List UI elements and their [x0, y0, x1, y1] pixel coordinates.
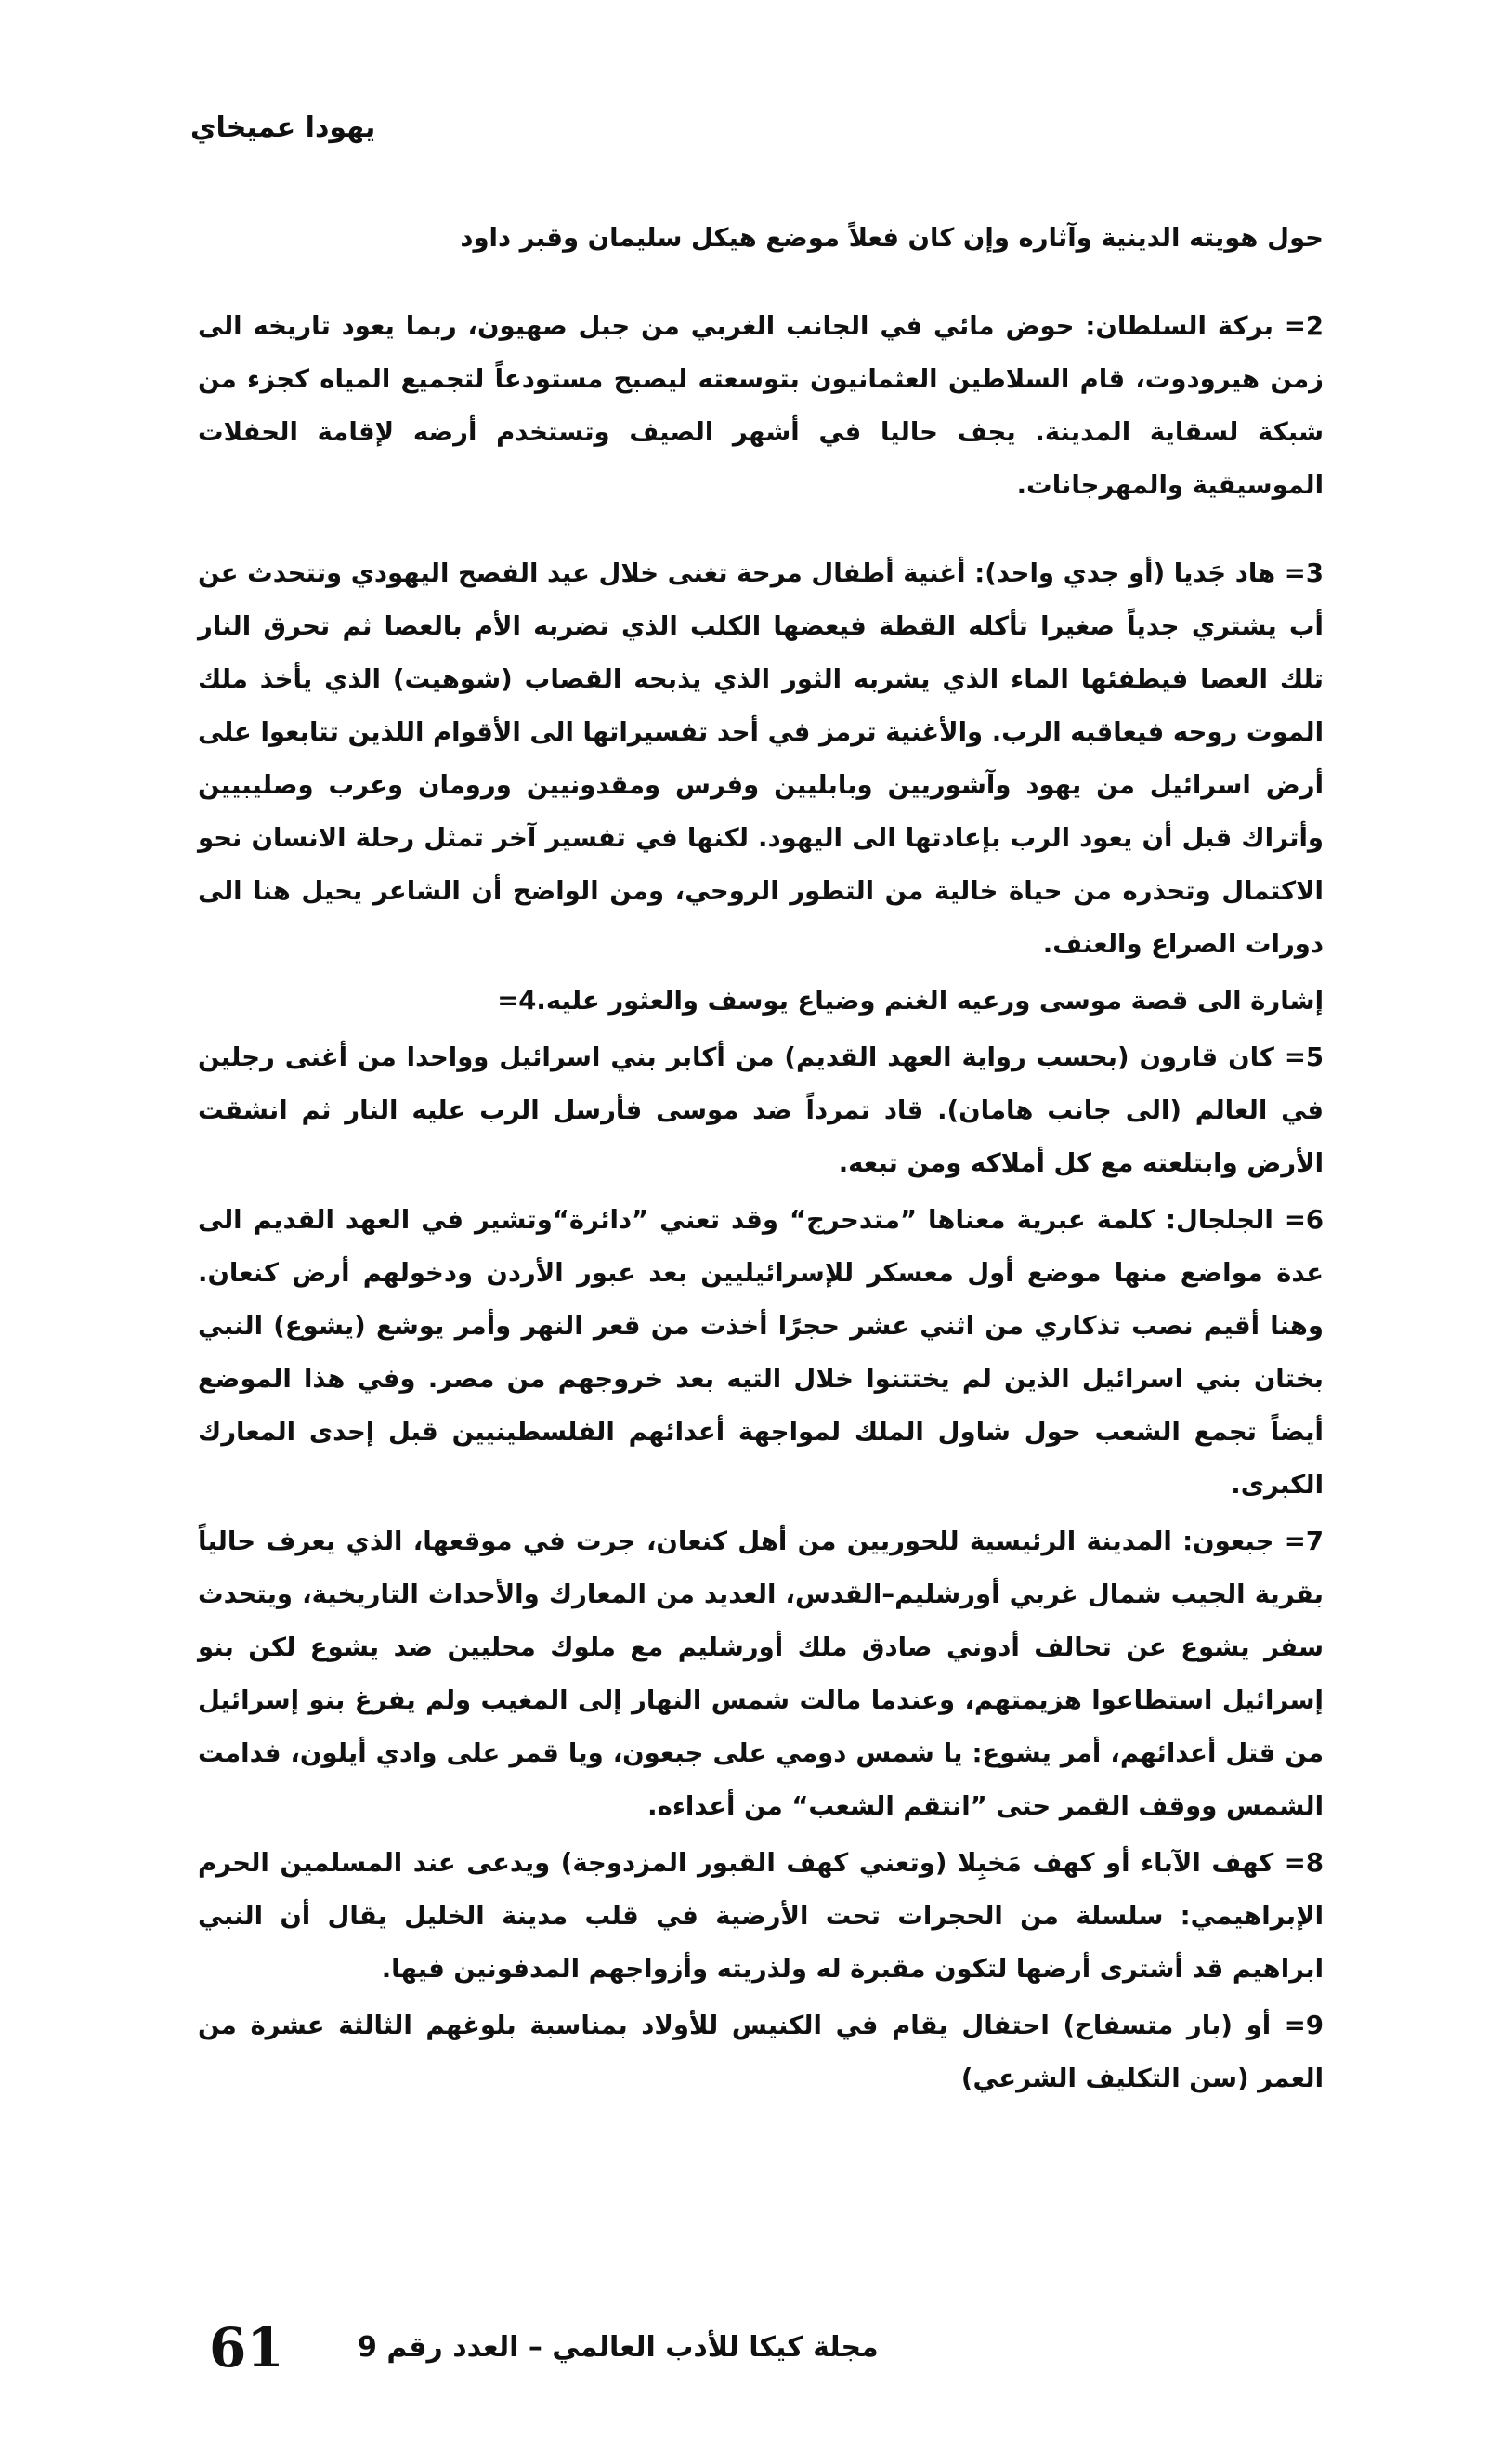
running-head-author: يهودا عميخاي	[190, 111, 376, 144]
note-7-gibeon: 7= جبعون: المدينة الرئيسية للحوريين من أهل كنعان، جرت في موقعها، الذي يعرف حالياً بقرية الجيب شمال غربي أورشليم–القدس، العديد من المعارك والأحداث التاريخية، ويتحدث سفر يشوع عن تحالف أدوني صادق ملك أورشليم مع ملوك محليين ضد يشوع لكن بنو إسرائيل استطاعوا هزيمتهم، وعندما مالت شمس النهار إلى المغيب ولم يفرغ بنو إسرائيل من قتل أعدائهم، أمر يشوع: يا شمس دومي على جبعون، ويا قمر على وادي أيلون، فدامت الشمس ووقف القمر حتى ”انتقم الشعب“ من أعداءه.	[198, 1527, 1324, 1821]
note-4-moses: إشارة الى قصة موسى ورعيه الغنم وضياع يوسف والعثور عليه.4=	[497, 986, 1324, 1016]
note-8-cave-of-patriarchs: 8= كهف الآباء أو كهف مَخبِلا (وتعني كهف القبور المزدوجة) ويدعى عند المسلمين الحرم الإبراهيمي: سلسلة من الحجرات تحت الأرضية في قلب مدينة الخليل يقال أن النبي ابراهيم قد أشترى أرضها لتكون مقبرة له ولذريته وأزواجهم المدفونين فيها.	[198, 1848, 1324, 1984]
note-continuation: حول هويته الدينية وآثاره وإن كان فعلاً موضع هيكل سليمان وقبر داود	[460, 223, 1324, 253]
note-2-birket-sultan: 2= بركة السلطان: حوض مائي في الجانب الغربي من جبل صهيون، ربما يعود تاريخه الى زمن هيرودوت، قام السلاطين العثمانيون بتوسعته ليصبح مستودعاً لتجميع المياه كجزء من شبكة لسقاية المدينة. يجف حاليا في أشهر الصيف وتستخدم أرضه لإقامة الحفلات الموسيقية والمهرجانات.	[198, 311, 1324, 500]
note-3-had-gadya: 3= هاد جَديا (أو جدي واحد): أغنية أطفال مرحة تغنى خلال عيد الفصح اليهودي وتتحدث عن أب يشتري جدياً صغيرا تأكله القطة فيعضها الكلب الذي تضربه الأم بالعصا ثم تحرق النار تلك العصا فيطفئها الماء الذي يشربه الثور الذي يذبحه القصاب (شوهيت) الذي يأخذ ملك الموت روحه فيعاقبه الرب. والأغنية ترمز في أحد تفسيراتها الى الأقوام اللذين تتابعوا على أرض اسرائيل من يهود وآشوريين وبابليين وفرس ومقدونيين ورومان وعرب وصليبيين وأتراك قبل أن يعود الرب بإعادتها الى اليهود. لكنها في تفسير آخر تمثل رحلة الانسان نحو الاكتمال وتحذره من حياة خالية من التطور الروحي، ومن الواضح أن الشاعر يحيل هنا الى دورات الصراع والعنف.	[198, 558, 1324, 959]
note-9-bar-mitzvah: 9= أو (بار متسفاح) احتفال يقام في الكنيس للأولاد بمناسبة بلوغهم الثالثة عشرة من العمر (سن التكليف الشرعي)	[198, 2011, 1324, 2093]
page-number: 61	[209, 2316, 284, 2379]
note-6-gilgal: 6= الجلجال: كلمة عبرية معناها ”متدحرج“ وقد تعني ”دائرة“وتشير في العهد القديم الى عدة مواضع منها موضع أول معسكر للإسرائيليين بعد عبور الأردن ودخولهم أرض كنعان. وهنا أقيم نصب تذكاري من اثني عشر حجرًا أخذت من قعر النهر وأمر يوشع (يشوع) النبي بختان بني اسرائيل الذين لم يختتنوا خلال التيه بعد خروجهم من مصر. وفي هذا الموضع أيضاً تجمع الشعب حول شاول الملك لمواجهة أعدائهم الفلسطينيين قبل إحدى المعارك الكبرى.	[198, 1205, 1324, 1500]
journal-title: مجلة كيكا للأدب العالمي – العدد رقم 9	[358, 2331, 879, 2364]
footnotes-body	[198, 212, 1324, 2105]
note-5-korah: 5= كان قارون (بحسب رواية العهد القديم) من أكابر بني اسرائيل وواحدا من أغنى رجلين في العالم (الى جانب هامان). قاد تمرداً ضد موسى فأرسل الرب عليه النار ثم انشقت الأرض وابتلعته مع كل أملاكه ومن تبعه.	[198, 1042, 1324, 1178]
page-footer	[209, 2315, 879, 2380]
